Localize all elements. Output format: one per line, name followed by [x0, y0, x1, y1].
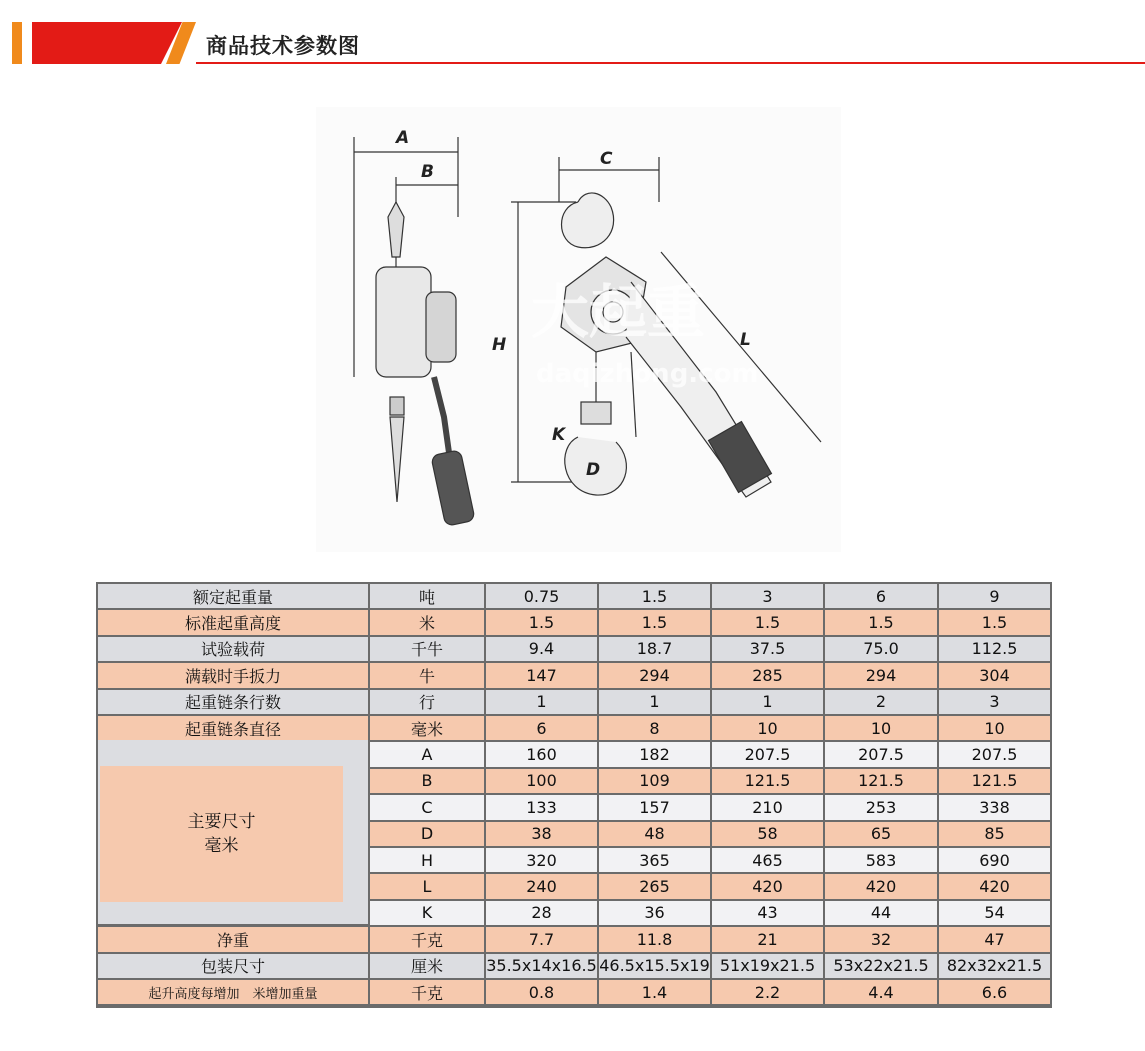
spec-row-unit: 吨	[370, 584, 484, 608]
spec-row-unit: D	[370, 822, 484, 846]
spec-value-cell: 37.5	[712, 637, 823, 661]
spec-row-unit: 行	[370, 690, 484, 714]
spec-value-cell: 36	[599, 901, 710, 925]
spec-value-cell: 1.5	[939, 610, 1050, 634]
spec-value-cell: 51x19x21.5	[712, 954, 823, 978]
spec-value-cell: 253	[825, 795, 937, 819]
spec-value-cell: 320	[486, 848, 597, 872]
spec-value-cell: 4.4	[825, 980, 937, 1004]
spec-value-cell: 365	[599, 848, 710, 872]
spec-value-cell: 157	[599, 795, 710, 819]
spec-value-cell: 85	[939, 822, 1050, 846]
watermark-brand: 大起重	[531, 278, 706, 346]
spec-row-name: 额定起重量	[98, 584, 368, 608]
spec-value-cell: 160	[486, 742, 597, 766]
spec-value-cell: 3	[712, 584, 823, 608]
spec-value-cell: 6.6	[939, 980, 1050, 1004]
spec-value-cell: 2.2	[712, 980, 823, 1004]
spec-value-cell: 10	[712, 716, 823, 740]
spec-value-cell: 38	[486, 822, 597, 846]
spec-row-unit: C	[370, 795, 484, 819]
spec-row-unit: 牛	[370, 663, 484, 687]
spec-value-cell: 18.7	[599, 637, 710, 661]
spec-value-cell: 44	[825, 901, 937, 925]
spec-row-unit: 厘米	[370, 954, 484, 978]
spec-value-cell: 420	[939, 874, 1050, 898]
section-title: 商品技术参数图	[206, 34, 360, 58]
spec-value-cell: 47	[939, 927, 1050, 951]
spec-row-name: 净重	[98, 927, 368, 951]
spec-value-cell: 100	[486, 769, 597, 793]
dim-label-c: C	[600, 149, 613, 169]
dim-label-d: D	[586, 460, 601, 480]
spec-value-cell: 2	[825, 690, 937, 714]
spec-row-unit: A	[370, 742, 484, 766]
spec-row-name: 包装尺寸	[98, 954, 368, 978]
spec-value-cell: 207.5	[825, 742, 937, 766]
dim-label-b: B	[421, 162, 434, 182]
spec-value-cell: 1.5	[486, 610, 597, 634]
spec-value-cell: 11.8	[599, 927, 710, 951]
spec-value-cell: 690	[939, 848, 1050, 872]
spec-row-name: 满载时手扳力	[98, 663, 368, 687]
spec-value-cell: 121.5	[712, 769, 823, 793]
spec-row-unit: K	[370, 901, 484, 925]
spec-value-cell: 583	[825, 848, 937, 872]
dim-label-k: K	[552, 425, 566, 445]
spec-value-cell: 338	[939, 795, 1050, 819]
spec-value-cell: 8	[599, 716, 710, 740]
spec-value-cell: 1.4	[599, 980, 710, 1004]
section-header	[0, 0, 1145, 66]
spec-row-unit: 米	[370, 610, 484, 634]
spec-value-cell: 121.5	[939, 769, 1050, 793]
spec-value-cell: 7.7	[486, 927, 597, 951]
hoist-technical-drawing	[316, 107, 841, 552]
spec-value-cell: 9	[939, 584, 1050, 608]
spec-value-cell: 420	[712, 874, 823, 898]
spec-value-cell: 0.75	[486, 584, 597, 608]
spec-value-cell: 207.5	[712, 742, 823, 766]
spec-row-unit: 千克	[370, 980, 484, 1004]
spec-value-cell: 48	[599, 822, 710, 846]
spec-value-cell: 210	[712, 795, 823, 819]
spec-row-unit: 毫米	[370, 716, 484, 740]
spec-table	[96, 582, 1052, 1008]
dimension-group-title: 主要尺寸	[187, 812, 256, 832]
header-divider	[196, 62, 1145, 64]
spec-value-cell: 46.5x15.5x19	[599, 954, 710, 978]
spec-row-unit: 千牛	[370, 637, 484, 661]
spec-value-cell: 35.5x14x16.5	[486, 954, 597, 978]
spec-row-unit: L	[370, 874, 484, 898]
spec-value-cell: 294	[825, 663, 937, 687]
spec-value-cell: 1.5	[599, 610, 710, 634]
spec-value-cell: 3	[939, 690, 1050, 714]
spec-row-unit: 千克	[370, 927, 484, 951]
spec-value-cell: 1.5	[599, 584, 710, 608]
spec-row-unit: H	[370, 848, 484, 872]
spec-value-cell: 112.5	[939, 637, 1050, 661]
spec-value-cell: 1.5	[712, 610, 823, 634]
spec-value-cell: 43	[712, 901, 823, 925]
spec-value-cell: 9.4	[486, 637, 597, 661]
spec-value-cell: 6	[825, 584, 937, 608]
spec-value-cell: 65	[825, 822, 937, 846]
spec-row-name: 起重链条行数	[98, 690, 368, 714]
hoist-drawing-svg	[316, 107, 841, 552]
spec-value-cell: 182	[599, 742, 710, 766]
spec-row-name: 试验载荷	[98, 637, 368, 661]
dimension-group-label-cell	[98, 740, 368, 924]
spec-value-cell: 1	[712, 690, 823, 714]
spec-value-cell: 1	[599, 690, 710, 714]
spec-value-cell: 147	[486, 663, 597, 687]
dimension-group-label	[100, 766, 343, 902]
spec-row-name: 标准起重高度	[98, 610, 368, 634]
dimension-group-unit: 毫米	[204, 836, 239, 856]
spec-value-cell: 121.5	[825, 769, 937, 793]
dim-label-l: L	[740, 330, 751, 350]
spec-value-cell: 21	[712, 927, 823, 951]
header-accent-orange	[12, 22, 22, 64]
spec-value-cell: 465	[712, 848, 823, 872]
spec-value-cell: 75.0	[825, 637, 937, 661]
spec-value-cell: 6	[486, 716, 597, 740]
spec-value-cell: 32	[825, 927, 937, 951]
spec-value-cell: 1	[486, 690, 597, 714]
spec-value-cell: 1.5	[825, 610, 937, 634]
spec-value-cell: 265	[599, 874, 710, 898]
spec-value-cell: 53x22x21.5	[825, 954, 937, 978]
dim-label-h: H	[492, 335, 507, 355]
spec-row-name: 起重链条直径	[98, 716, 368, 740]
spec-value-cell: 109	[599, 769, 710, 793]
spec-value-cell: 10	[939, 716, 1050, 740]
spec-value-cell: 82x32x21.5	[939, 954, 1050, 978]
dim-label-a: A	[396, 128, 410, 148]
spec-value-cell: 133	[486, 795, 597, 819]
spec-value-cell: 285	[712, 663, 823, 687]
spec-value-cell: 28	[486, 901, 597, 925]
spec-row-name: 起升高度每增加 米增加重量	[98, 980, 368, 1004]
spec-row-unit: B	[370, 769, 484, 793]
spec-value-cell: 54	[939, 901, 1050, 925]
spec-value-cell: 58	[712, 822, 823, 846]
spec-value-cell: 207.5	[939, 742, 1050, 766]
spec-value-cell: 0.8	[486, 980, 597, 1004]
spec-value-cell: 10	[825, 716, 937, 740]
spec-value-cell: 294	[599, 663, 710, 687]
spec-value-cell: 240	[486, 874, 597, 898]
watermark-url: daqizhong.com	[536, 359, 759, 389]
spec-value-cell: 304	[939, 663, 1050, 687]
spec-value-cell: 420	[825, 874, 937, 898]
header-accent-red	[32, 22, 182, 64]
